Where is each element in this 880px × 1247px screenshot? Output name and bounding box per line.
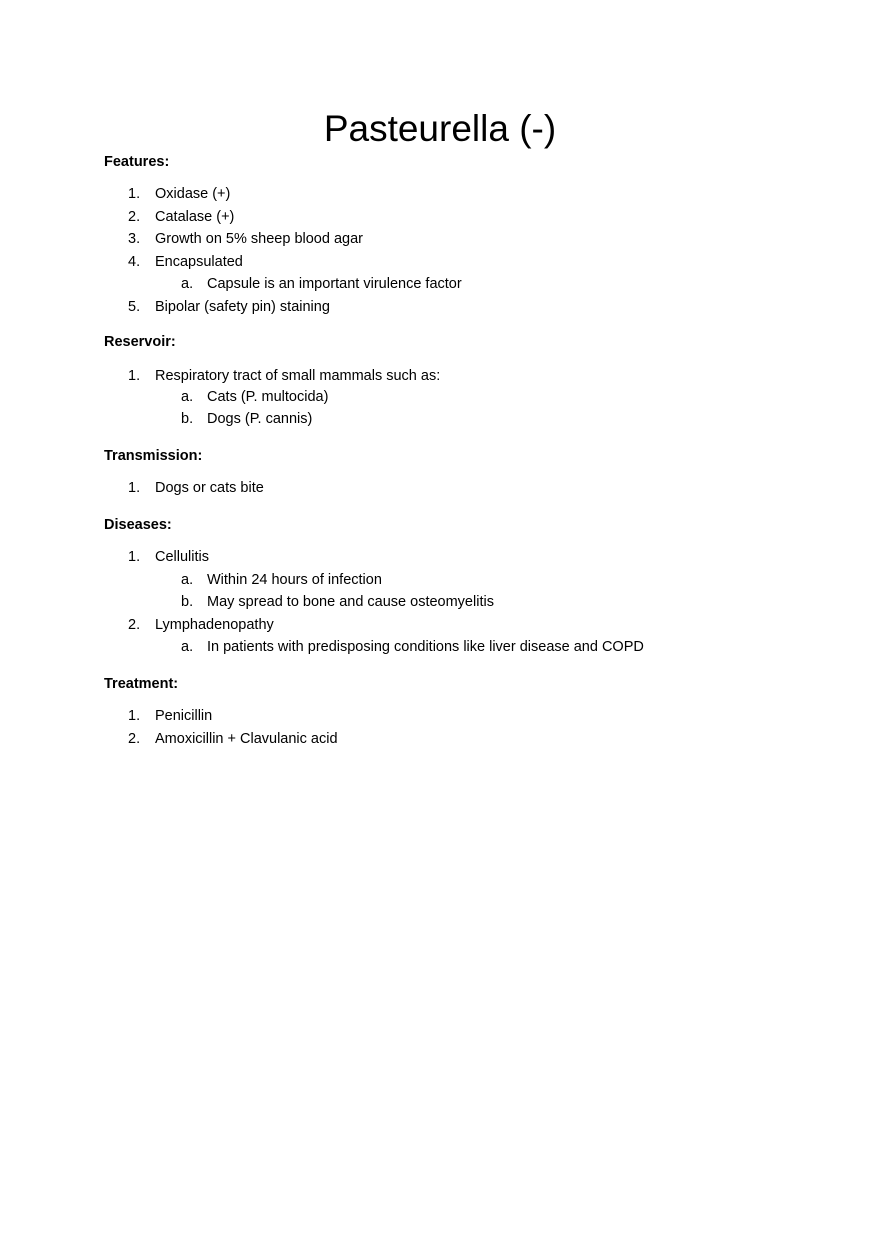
list-number: 1. — [128, 708, 141, 724]
sublist-letter: b. — [181, 411, 194, 427]
sublist-item: Capsule is an important virulence factor — [207, 276, 462, 292]
sublist-letter: a. — [181, 572, 194, 588]
sublist-letter: a. — [181, 639, 194, 655]
list-number: 1. — [128, 368, 141, 384]
treatment-heading: Treatment: — [104, 676, 179, 692]
list-number: 3. — [128, 231, 141, 247]
list-number: 5. — [128, 299, 141, 315]
list-number: 1. — [128, 480, 141, 496]
list-item: Bipolar (safety pin) staining — [155, 299, 330, 315]
list-item: Encapsulated — [155, 254, 243, 270]
list-item: Amoxicillin + Clavulanic acid — [155, 731, 338, 747]
sublist-letter: b. — [181, 594, 194, 610]
diseases-heading: Diseases: — [104, 517, 172, 533]
reservoir-heading: Reservoir: — [104, 334, 176, 350]
page-title: Pasteurella (-) — [323, 108, 557, 149]
list-item: Penicillin — [155, 708, 213, 724]
list-item: Lymphadenopathy — [155, 617, 274, 633]
sublist-letter: a. — [181, 276, 194, 292]
list-item: Dogs or cats bite — [155, 480, 264, 496]
list-number: 2. — [128, 731, 141, 747]
sublist-item: Dogs (P. cannis) — [207, 411, 313, 427]
list-item: Catalase (+) — [155, 209, 235, 225]
list-item: Growth on 5% sheep blood agar — [155, 231, 363, 247]
sublist-item: Within 24 hours of infection — [207, 572, 382, 588]
list-item: Oxidase (+) — [155, 186, 231, 202]
list-item: Respiratory tract of small mammals such as: — [155, 368, 441, 384]
sublist-item: May spread to bone and cause osteomyelitis — [207, 594, 494, 610]
list-number: 2. — [128, 209, 141, 225]
list-item: Cellulitis — [155, 549, 209, 565]
sublist-letter: a. — [181, 389, 194, 405]
sublist-item: In patients with predisposing conditions like liver disease and COPD — [207, 639, 644, 655]
list-number: 2. — [128, 617, 141, 633]
list-number: 4. — [128, 254, 141, 270]
features-heading: Features: — [104, 154, 170, 170]
transmission-heading: Transmission: — [104, 448, 203, 464]
sublist-item: Cats (P. multocida) — [207, 389, 329, 405]
list-number: 1. — [128, 549, 141, 565]
list-number: 1. — [128, 186, 141, 202]
